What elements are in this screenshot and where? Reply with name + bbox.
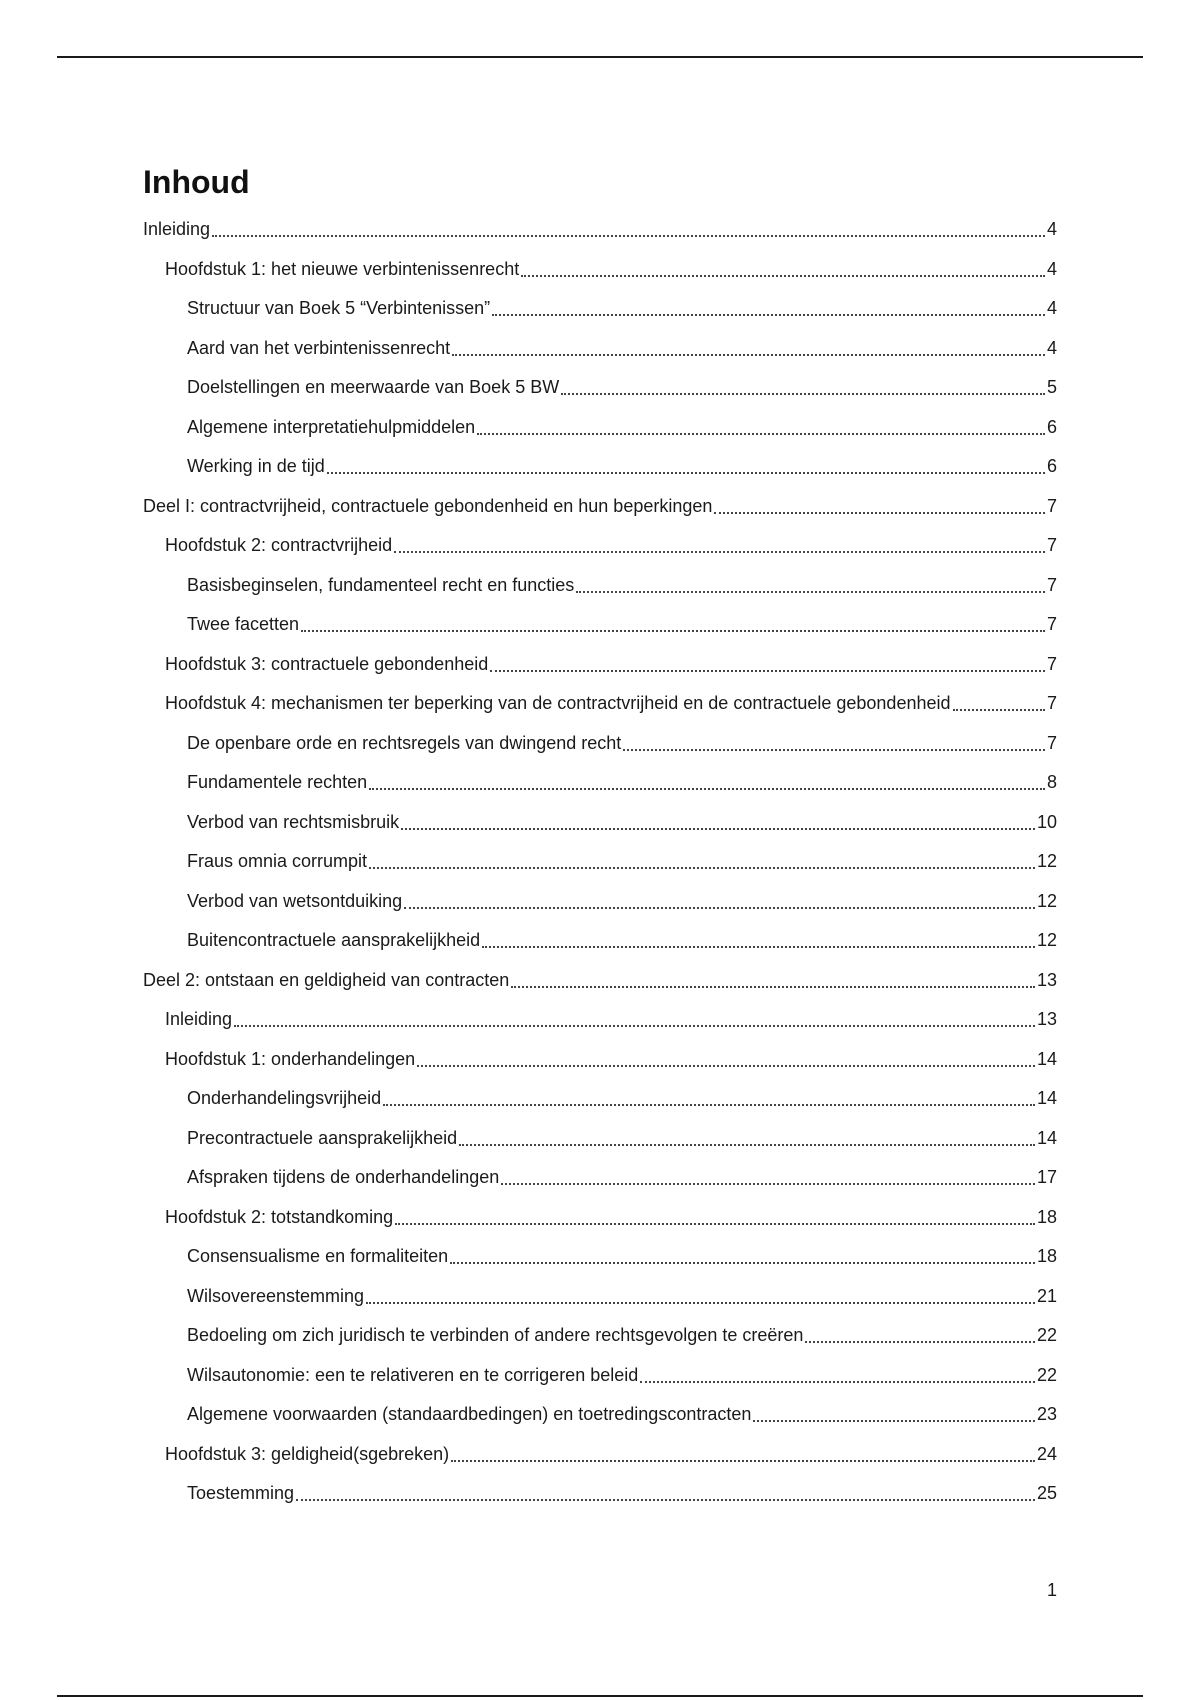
toc-entry-label: Deel I: contractvrijheid, contractuele gebondenheid en hun beperkingen xyxy=(143,495,713,516)
page-number: 1 xyxy=(1046,1580,1057,1600)
toc-dot-leader xyxy=(212,235,1045,237)
toc-entry[interactable] xyxy=(143,965,1057,995)
toc-entry[interactable] xyxy=(143,649,1057,679)
toc-entry-page: 7 xyxy=(1046,653,1057,674)
toc-entry[interactable] xyxy=(143,1281,1057,1311)
toc-entry-page: 13 xyxy=(1036,1009,1057,1029)
toc-dot-leader xyxy=(452,354,1045,356)
toc-dot-leader xyxy=(404,907,1035,909)
toc-entry[interactable] xyxy=(143,491,1057,521)
toc-dot-leader xyxy=(234,1025,1035,1027)
toc-entry-label: Hoofdstuk 1: onderhandelingen xyxy=(165,1048,416,1069)
toc-entry-page: 14 xyxy=(1036,1088,1057,1108)
toc-dot-leader xyxy=(383,1104,1035,1106)
toc-dot-leader xyxy=(640,1381,1035,1383)
toc-entry-label: Wilsautonomie: een te relativeren en te corrigeren beleid xyxy=(187,1364,639,1385)
toc-entry-label: Inleiding xyxy=(165,1009,233,1029)
table-of-contents xyxy=(143,162,1057,1518)
toc-entry-page: 4 xyxy=(1046,258,1057,279)
toc-entry[interactable] xyxy=(143,1320,1057,1350)
toc-entry-page: 10 xyxy=(1036,811,1057,832)
toc-dot-leader xyxy=(394,551,1045,553)
toc-entry[interactable] xyxy=(143,1123,1057,1153)
toc-entry-label: Buitencontractuele aansprakelijkheid xyxy=(187,930,481,950)
toc-entry-label: Hoofdstuk 2: contractvrijheid xyxy=(165,535,393,555)
toc-entry[interactable] xyxy=(143,1044,1057,1074)
toc-entry-label: Toestemming xyxy=(187,1483,295,1503)
toc-entry-page: 8 xyxy=(1046,772,1057,792)
toc-entry[interactable] xyxy=(143,1241,1057,1271)
toc-entry-page: 13 xyxy=(1036,969,1057,990)
toc-entry-page: 18 xyxy=(1036,1206,1057,1227)
toc-entry-page: 6 xyxy=(1046,416,1057,437)
toc-entry-label: Hoofdstuk 4: mechanismen ter beperking van de contractvrijheid en de contractuele gebondenheid xyxy=(165,693,951,713)
toc-dot-leader xyxy=(521,275,1045,277)
header-rule xyxy=(57,56,1143,58)
toc-entry[interactable] xyxy=(143,609,1057,639)
toc-dot-leader xyxy=(623,749,1045,751)
toc-entry[interactable] xyxy=(143,925,1057,955)
toc-entry-label: Structuur van Boek 5 “Verbintenissen” xyxy=(187,298,491,318)
toc-dot-leader xyxy=(576,591,1045,593)
toc-dot-leader xyxy=(501,1183,1035,1185)
toc-entry[interactable] xyxy=(143,570,1057,600)
toc-entry[interactable] xyxy=(143,728,1057,758)
toc-entry-label: Bedoeling om zich juridisch te verbinden of andere rechtsgevolgen te creëren xyxy=(187,1325,804,1345)
toc-entry[interactable] xyxy=(143,807,1057,837)
toc-entry-page: 14 xyxy=(1036,1048,1057,1069)
toc-entry-label: Deel 2: ontstaan en geldigheid van contracten xyxy=(143,969,510,990)
toc-entry-page: 14 xyxy=(1036,1127,1057,1148)
toc-entry-label: Werking in de tijd xyxy=(187,456,325,476)
toc-entry-label: Fundamentele rechten xyxy=(187,772,368,792)
toc-entry[interactable] xyxy=(143,333,1057,363)
toc-entry[interactable] xyxy=(143,412,1057,442)
toc-entry-page: 12 xyxy=(1036,930,1057,950)
toc-entry-page: 4 xyxy=(1046,337,1057,358)
toc-dot-leader xyxy=(477,433,1045,435)
toc-entry[interactable] xyxy=(143,254,1057,284)
toc-entry-label: Afspraken tijdens de onderhandelingen xyxy=(187,1167,500,1187)
toc-entry[interactable] xyxy=(143,214,1057,244)
toc-dot-leader xyxy=(953,709,1045,711)
toc-dot-leader xyxy=(561,393,1045,395)
toc-entry[interactable] xyxy=(143,1360,1057,1390)
toc-dot-leader xyxy=(753,1420,1035,1422)
toc-list xyxy=(143,214,1057,1508)
toc-entry-label: Doelstellingen en meerwaarde van Boek 5 BW xyxy=(187,377,560,397)
toc-entry[interactable] xyxy=(143,530,1057,560)
toc-entry-page: 21 xyxy=(1036,1285,1057,1306)
toc-entry[interactable] xyxy=(143,1004,1057,1034)
toc-entry[interactable] xyxy=(143,1399,1057,1429)
toc-entry-page: 23 xyxy=(1036,1404,1057,1424)
toc-dot-leader xyxy=(369,788,1045,790)
toc-entry-page: 7 xyxy=(1046,535,1057,555)
toc-entry-page: 7 xyxy=(1046,495,1057,516)
toc-dot-leader xyxy=(490,670,1045,672)
toc-entry-label: Fraus omnia corrumpit xyxy=(187,851,368,871)
toc-entry-page: 7 xyxy=(1046,614,1057,634)
toc-entry-page: 22 xyxy=(1036,1325,1057,1345)
toc-entry-page: 6 xyxy=(1046,456,1057,476)
footer-rule xyxy=(57,1695,1143,1697)
toc-entry-page: 12 xyxy=(1036,890,1057,911)
toc-entry-label: Hoofdstuk 1: het nieuwe verbintenissenrecht xyxy=(165,258,520,279)
toc-entry-label: Verbod van wetsontduiking xyxy=(187,890,403,911)
toc-entry[interactable] xyxy=(143,688,1057,718)
toc-entry-page: 25 xyxy=(1036,1483,1057,1503)
toc-entry-label: Twee facetten xyxy=(187,614,300,634)
toc-entry-page: 12 xyxy=(1036,851,1057,871)
toc-entry[interactable] xyxy=(143,1202,1057,1232)
toc-entry-page: 4 xyxy=(1046,298,1057,318)
toc-entry[interactable] xyxy=(143,767,1057,797)
toc-dot-leader xyxy=(401,828,1035,830)
toc-dot-leader xyxy=(492,314,1045,316)
toc-entry-label: Precontractuele aansprakelijkheid xyxy=(187,1127,458,1148)
toc-entry-page: 7 xyxy=(1046,732,1057,753)
toc-dot-leader xyxy=(451,1460,1035,1462)
toc-heading: Inhoud xyxy=(143,164,250,200)
toc-entry-label: Hoofdstuk 2: totstandkoming xyxy=(165,1206,394,1227)
toc-entry-label: Onderhandelingsvrijheid xyxy=(187,1088,382,1108)
toc-entry[interactable] xyxy=(143,1162,1057,1192)
toc-entry-page: 5 xyxy=(1046,377,1057,397)
toc-entry-label: Verbod van rechtsmisbruik xyxy=(187,811,400,832)
toc-entry-label: Hoofdstuk 3: geldigheid(sgebreken) xyxy=(165,1443,450,1464)
toc-dot-leader xyxy=(327,472,1045,474)
toc-entry-page: 18 xyxy=(1036,1246,1057,1266)
toc-entry-label: Algemene interpretatiehulpmiddelen xyxy=(187,416,476,437)
toc-entry-label: Aard van het verbintenissenrecht xyxy=(187,337,451,358)
toc-entry[interactable] xyxy=(143,886,1057,916)
toc-dot-leader xyxy=(482,946,1035,948)
toc-entry-label: Wilsovereenstemming xyxy=(187,1285,365,1306)
toc-dot-leader xyxy=(301,630,1045,632)
toc-dot-leader xyxy=(366,1302,1035,1304)
toc-entry-label: Inleiding xyxy=(143,219,211,239)
toc-entry-page: 4 xyxy=(1046,219,1057,239)
toc-entry[interactable] xyxy=(143,846,1057,876)
toc-entry[interactable] xyxy=(143,451,1057,481)
toc-entry[interactable] xyxy=(143,1478,1057,1508)
toc-entry-label: Basisbeginselen, fundamenteel recht en functies xyxy=(187,574,575,595)
toc-dot-leader xyxy=(450,1262,1035,1264)
toc-entry-page: 7 xyxy=(1046,574,1057,595)
toc-entry[interactable] xyxy=(143,293,1057,323)
toc-entry-page: 17 xyxy=(1036,1167,1057,1187)
toc-dot-leader xyxy=(417,1065,1035,1067)
toc-dot-leader xyxy=(395,1223,1035,1225)
toc-entry-label: Algemene voorwaarden (standaardbedingen) en toetredingscontracten xyxy=(187,1404,752,1424)
toc-entry-label: Hoofdstuk 3: contractuele gebondenheid xyxy=(165,653,489,674)
toc-entry-label: De openbare orde en rechtsregels van dwingend recht xyxy=(187,732,622,753)
toc-dot-leader xyxy=(511,986,1035,988)
toc-entry[interactable] xyxy=(143,372,1057,402)
toc-dot-leader xyxy=(459,1144,1035,1146)
toc-dot-leader xyxy=(369,867,1035,869)
toc-entry-page: 24 xyxy=(1036,1443,1057,1464)
toc-dot-leader xyxy=(805,1341,1035,1343)
toc-entry[interactable] xyxy=(143,1083,1057,1113)
toc-entry[interactable] xyxy=(143,1439,1057,1469)
toc-entry-page: 22 xyxy=(1036,1364,1057,1385)
toc-entry-page: 7 xyxy=(1046,693,1057,713)
toc-dot-leader xyxy=(296,1499,1035,1501)
toc-dot-leader xyxy=(714,512,1045,514)
toc-entry-label: Consensualisme en formaliteiten xyxy=(187,1246,449,1266)
